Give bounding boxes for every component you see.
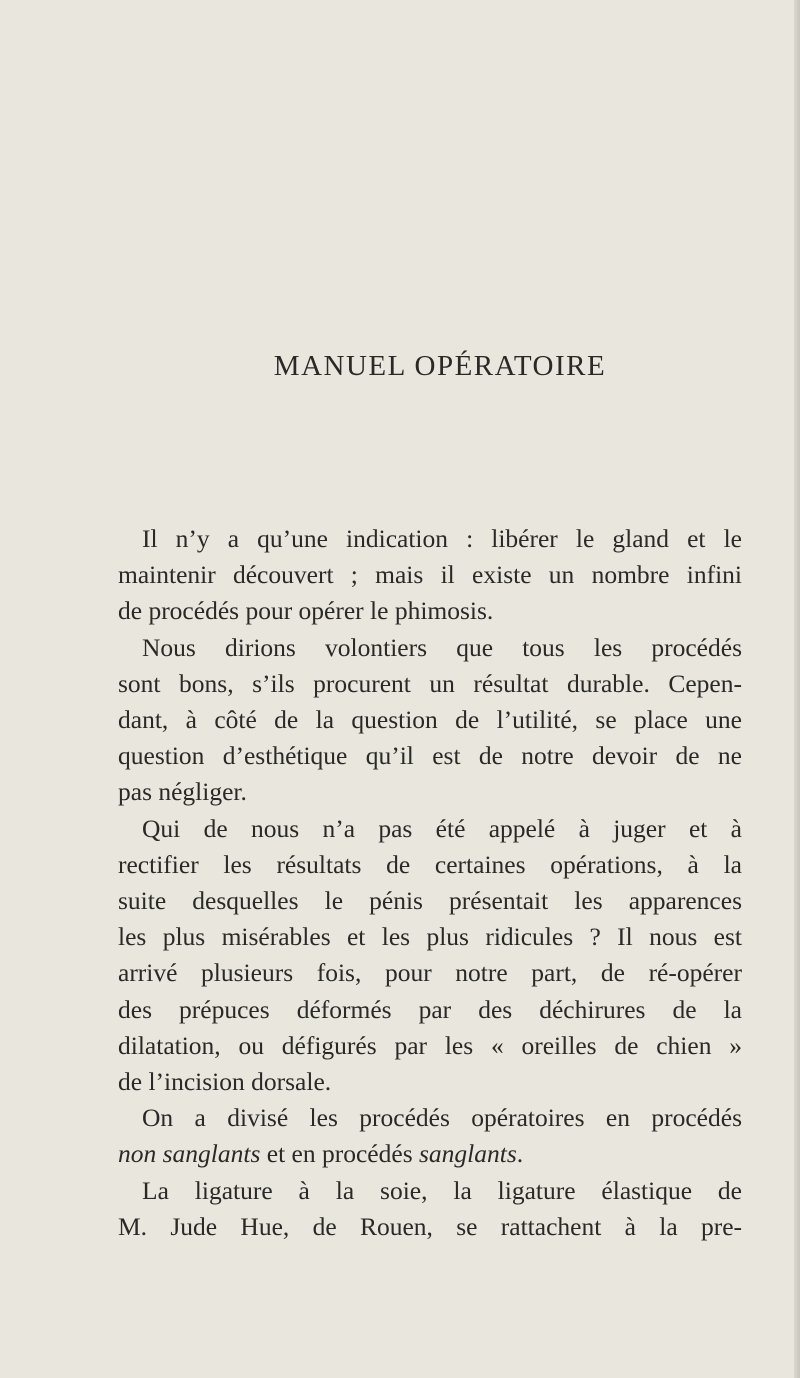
text-line: de procédés pour opérer le phimosis.	[118, 596, 494, 626]
text-line: dant, à côté de la question de l’utilité, se place une	[118, 705, 742, 735]
text-fragment: .	[516, 1139, 524, 1169]
paragraph-4	[118, 1100, 742, 1172]
text-line: suite desquelles le pénis présentait les apparences	[118, 886, 742, 916]
paragraph-5	[118, 1173, 742, 1245]
text-line: arrivé plusieurs fois, pour notre part, de ré-opérer	[118, 958, 742, 988]
body-text	[118, 521, 742, 1245]
text-line: sont bons, s’ils procurent un résultat durable. Cepen-	[118, 668, 742, 698]
italic-term: sanglants	[419, 1139, 517, 1169]
text-line: de l’incision dorsale.	[118, 1067, 332, 1097]
text-line: rectifier les résultats de certaines opérations, à la	[118, 849, 742, 879]
paragraph-3	[118, 811, 742, 1101]
text-line: Qui de nous n’a pas été appelé à juger et à	[142, 813, 742, 843]
text-fragment: et en procédés	[260, 1139, 419, 1169]
paragraph-1	[118, 521, 742, 630]
text-line: M. Jude Hue, de Rouen, se rattachent à la pre-	[118, 1211, 742, 1241]
chapter-title: MANUEL OPÉRATOIRE	[273, 350, 607, 382]
italic-term: non sanglants	[118, 1139, 261, 1169]
text-line: La ligature à la soie, la ligature élastique de	[142, 1175, 742, 1205]
text-line: dilatation, ou défigurés par les « oreilles de chien »	[118, 1030, 742, 1060]
text-line: On a divisé les procédés opératoires en procédés	[142, 1103, 742, 1133]
text-line: Nous dirions volontiers que tous les procédés	[142, 632, 742, 662]
page-edge-shadow	[794, 0, 800, 1378]
text-line: les plus misérables et les plus ridicules ? Il nous est	[118, 922, 742, 952]
text-line: question d’esthétique qu’il est de notre devoir de ne	[118, 741, 742, 771]
text-line: des prépuces déformés par des déchirures de la	[118, 994, 742, 1024]
paragraph-2	[118, 630, 742, 811]
text-line: pas négliger.	[118, 777, 247, 807]
text-line: maintenir découvert ; mais il existe un nombre infini	[118, 560, 742, 590]
text-line	[118, 1136, 742, 1172]
text-line: Il n’y a qu’une indication : libérer le gland et le	[142, 524, 742, 553]
